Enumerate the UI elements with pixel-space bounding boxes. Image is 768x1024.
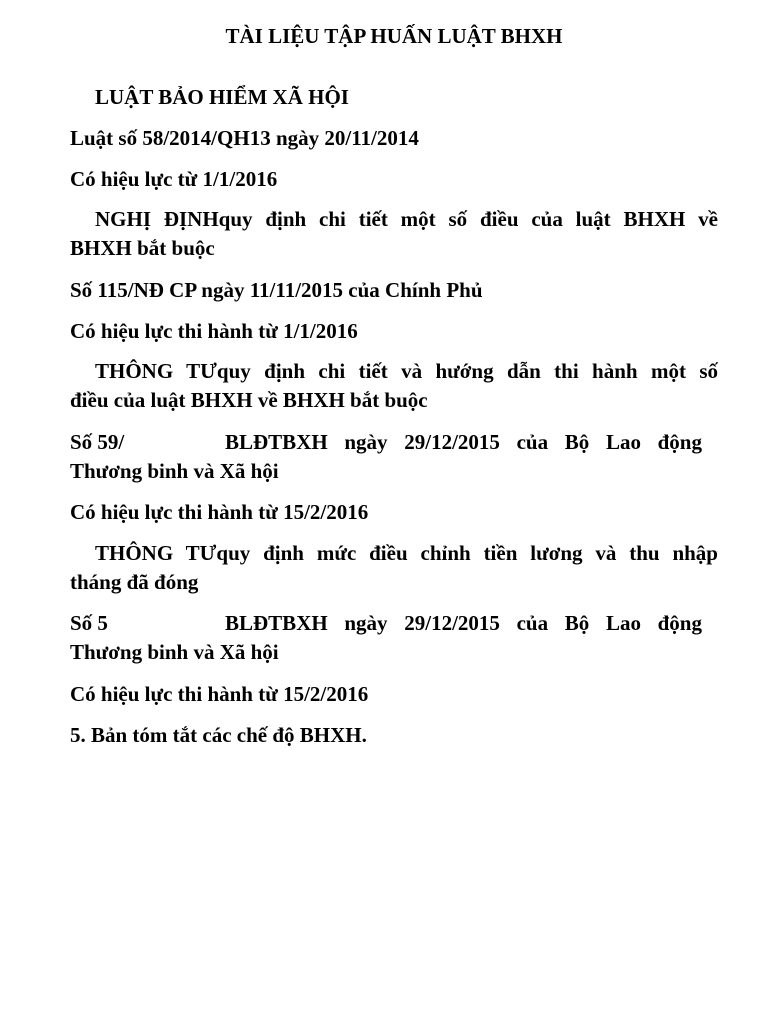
- circular2-number-line2: Thương binh và Xã hội: [70, 640, 279, 664]
- circular2-number-rest: BLĐTBXH ngày 29/12/2015 của Bộ Lao động: [225, 611, 702, 635]
- summary-item: 5. Bản tóm tắt các chế độ BHXH.: [70, 723, 367, 747]
- circular2-effective-date: Có hiệu lực thi hành từ 15/2/2016: [70, 682, 369, 706]
- decree-label: NGHỊ ĐỊNH: [95, 207, 219, 231]
- decree-number: Số 115/NĐ CP ngày 11/11/2015 của Chính Phủ: [70, 278, 483, 302]
- circular1-number-rest: BLĐTBXH ngày 29/12/2015 của Bộ Lao động: [225, 430, 702, 454]
- decree-title-line2: BHXH bắt buộc: [70, 236, 215, 260]
- law-number: Luật số 58/2014/QH13 ngày 20/11/2014: [70, 126, 419, 150]
- decree-description: quy định chi tiết một số điều của luật BHXH về: [218, 207, 718, 231]
- law-effective-date: Có hiệu lực từ 1/1/2016: [70, 167, 278, 191]
- circular2-description: quy định mức điều chỉnh tiền lương và thu nhập: [216, 541, 718, 565]
- circular1-title-line2: điều của luật BHXH về BHXH bắt buộc: [70, 388, 428, 412]
- circular2-title-line2: tháng đã đóng: [70, 570, 199, 594]
- circular2-title-line1: [95, 540, 718, 566]
- circular1-label: THÔNG TƯ: [95, 359, 217, 383]
- circular1-title-line1: [95, 358, 718, 384]
- circular2-number-prefix: Số 5: [70, 611, 108, 635]
- circular1-effective-date: Có hiệu lực thi hành từ 15/2/2016: [70, 500, 369, 524]
- circular1-description: quy định chi tiết và hướng dẫn thi hành một số: [216, 359, 718, 383]
- circular1-number-line2: Thương binh và Xã hội: [70, 459, 279, 483]
- law-heading: LUẬT BẢO HIỂM XÃ HỘI: [95, 85, 349, 109]
- decree-title-line1: [95, 206, 718, 232]
- document-title: TÀI LIỆU TẬP HUẤN LUẬT BHXH: [225, 24, 563, 48]
- circular2-number-line1: [70, 610, 702, 636]
- decree-effective-date: Có hiệu lực thi hành từ 1/1/2016: [70, 319, 358, 343]
- circular1-number-prefix: Số 59/: [70, 430, 125, 454]
- circular1-number-line1: [70, 429, 702, 455]
- circular2-label: THÔNG TƯ: [95, 541, 217, 565]
